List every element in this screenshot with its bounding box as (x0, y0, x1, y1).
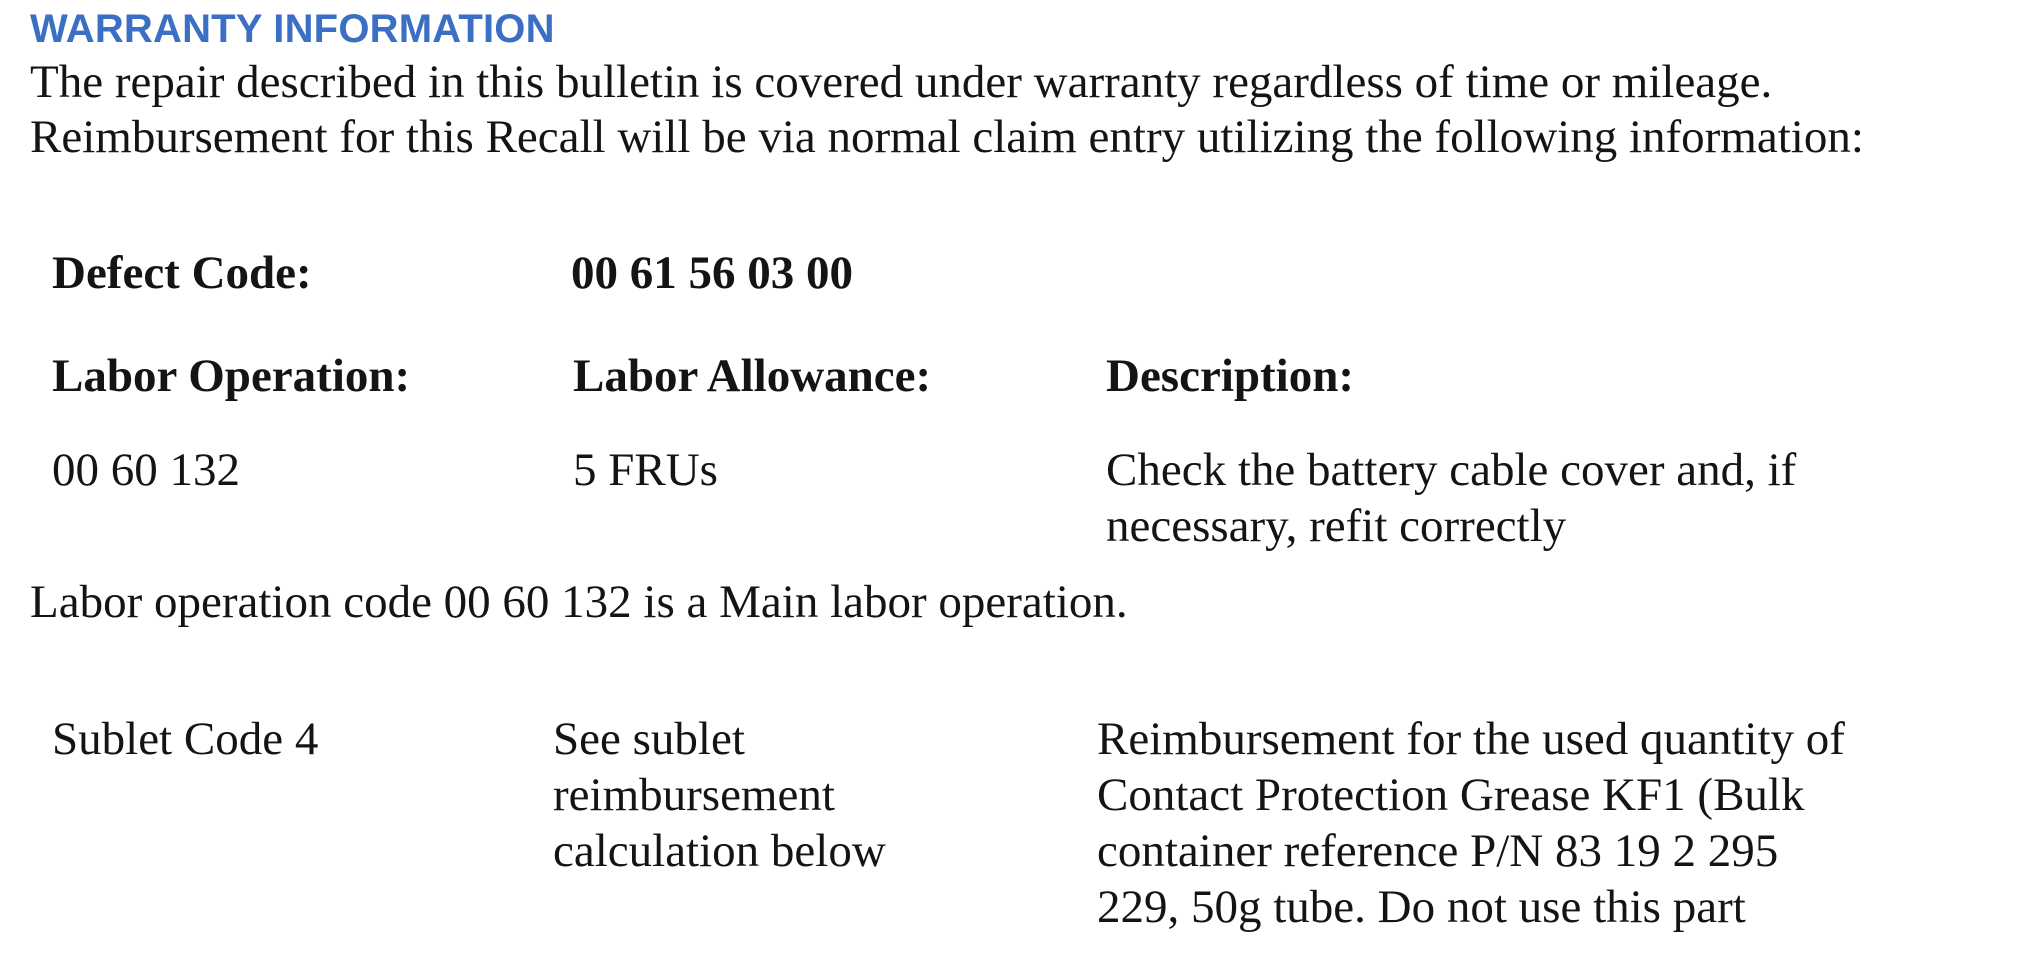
labor-allowance-value: 5 FRUs (573, 444, 718, 496)
intro-paragraph (30, 55, 1864, 165)
sublet-description-line-4: 229, 50g tube. Do not use this part (1097, 881, 1746, 933)
section-heading: WARRANTY INFORMATION (30, 7, 555, 51)
intro-line-1: The repair described in this bulletin is covered under warranty regardless of time or mileage. (30, 56, 1773, 108)
sublet-allowance-line-2: reimbursement (553, 769, 835, 821)
sublet-allowance (553, 711, 886, 879)
intro-line-2: Reimbursement for this Recall will be via normal claim entry utilizing the following information: (30, 111, 1864, 163)
sublet-description (1097, 711, 1845, 935)
description-header: Description: (1106, 350, 1355, 402)
description-value (1106, 442, 1796, 554)
description-line-1: Check the battery cable cover and, if (1106, 444, 1797, 496)
labor-allowance-header: Labor Allowance: (573, 350, 932, 402)
sublet-description-line-2: Contact Protection Grease KF1 (Bulk (1097, 769, 1805, 821)
sublet-description-line-3: container reference P/N 83 19 2 295 (1097, 825, 1779, 877)
labor-operation-header: Labor Operation: (52, 350, 411, 402)
labor-operation-value: 00 60 132 (52, 444, 240, 496)
sublet-allowance-line-1: See sublet (553, 713, 745, 765)
defect-code-label: Defect Code: (52, 247, 312, 299)
description-line-2: necessary, refit correctly (1106, 500, 1567, 552)
defect-code-value: 00 61 56 03 00 (571, 247, 853, 299)
sublet-description-line-1: Reimbursement for the used quantity of (1097, 713, 1845, 765)
labor-operation-note: Labor operation code 00 60 132 is a Main labor operation. (30, 576, 1128, 628)
sublet-code: Sublet Code 4 (52, 713, 319, 765)
sublet-allowance-line-3: calculation below (553, 825, 886, 877)
